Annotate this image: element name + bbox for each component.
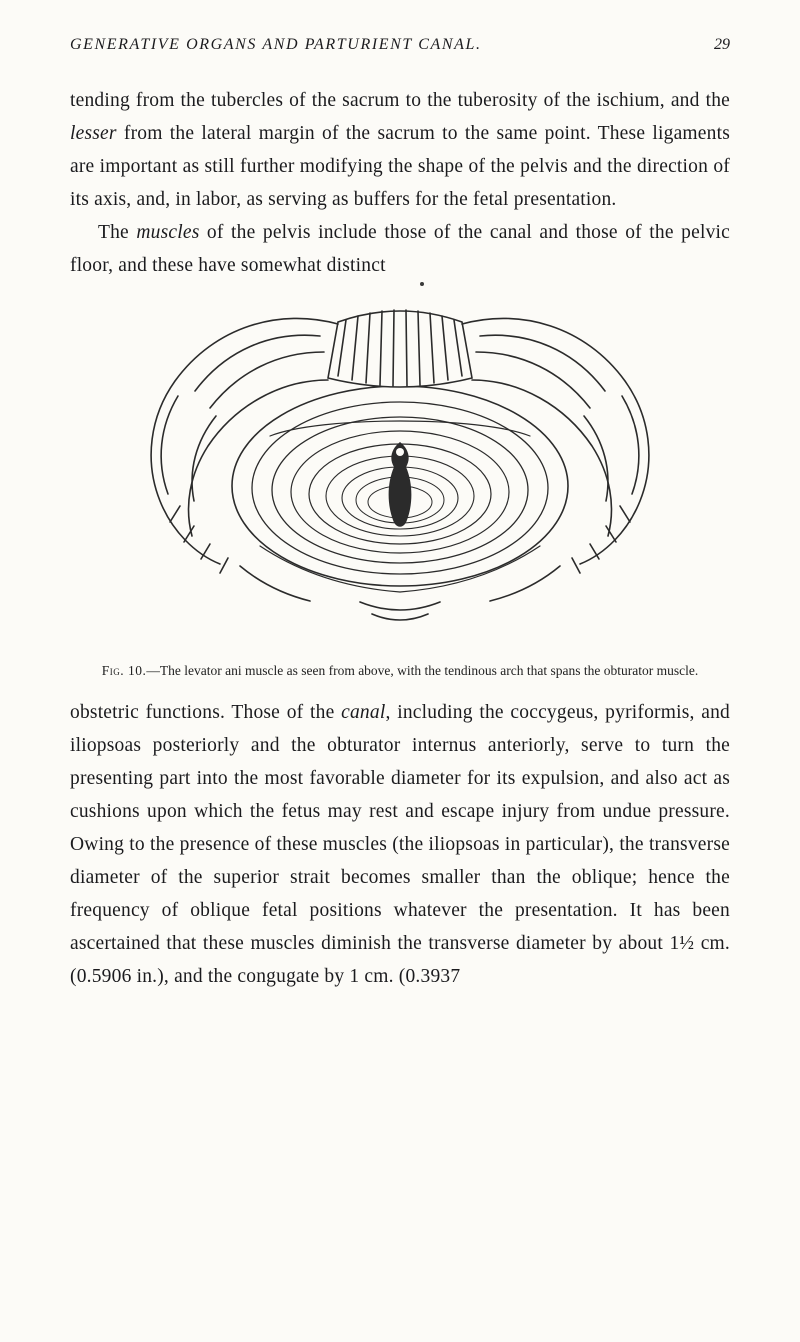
paragraph-1-italic: lesser bbox=[70, 123, 117, 144]
figure-caption-label: Fig. 10. bbox=[101, 663, 147, 678]
paragraph-3-text: obstetric functions. Those of the bbox=[70, 702, 342, 723]
paragraph-2-text-cont: of the pelvis include those of the canal and those of the pelvic floor, and these have somewhat distinct bbox=[70, 222, 730, 276]
running-head bbox=[70, 36, 730, 54]
paragraph-2-text: The bbox=[98, 222, 137, 243]
paragraph-1-text-cont: from the lateral margin of the sacrum to the same point. These ligaments are important as still further modifying the shape of the pelvis and the direction of its axis, and, in labor, as serving as buffers for the fetal presentation. bbox=[70, 123, 730, 210]
sacrum bbox=[328, 310, 472, 387]
paragraph-3-text-cont: , including the coccygeus, pyriformis, and iliopsoas posteriorly and the obturator internus anteriorly, serve to turn the presenting part into the most favorable diameter for its expulsion, and also act as cushions upon which the fetus may rest and escape injury from undue pressure. Owing to the presence of these muscles (the iliopsoas in particular), the transverse diameter of the superior strait becomes smaller than the oblique; hence the frequency of oblique fetal positions whatever the presentation. It has been ascertained that these muscles diminish the transverse diameter by about 1½ cm. (0.5906 in.), and the congugate by 1 cm. (0.3937 bbox=[70, 702, 730, 987]
running-head-title: GENERATIVE ORGANS AND PARTURIENT CANAL. bbox=[70, 36, 482, 53]
central-hiatus bbox=[389, 442, 412, 527]
right-ilium bbox=[462, 318, 649, 573]
page-number: 29 bbox=[714, 36, 730, 53]
figure-caption-text: —The levator ani muscle as seen from above, with the tendinous arch that spans the obturator muscle. bbox=[146, 663, 699, 678]
print-speck bbox=[420, 282, 424, 286]
figure-10 bbox=[80, 296, 720, 680]
left-ilium bbox=[151, 318, 338, 573]
paragraph-3 bbox=[70, 696, 730, 993]
figure-caption bbox=[80, 661, 720, 680]
paragraph-1 bbox=[70, 84, 730, 216]
pelvis-illustration bbox=[120, 296, 680, 646]
figure-art bbox=[120, 296, 680, 651]
paragraph-2 bbox=[70, 216, 730, 282]
paragraph-2-italic: muscles bbox=[136, 222, 200, 243]
paragraph-3-italic: canal bbox=[341, 702, 386, 723]
body-text-lower bbox=[70, 696, 730, 993]
paragraph-1-text: tending from the tubercles of the sacrum to the tuberosity of the ischium, and the bbox=[70, 90, 730, 111]
body-text bbox=[70, 84, 730, 282]
